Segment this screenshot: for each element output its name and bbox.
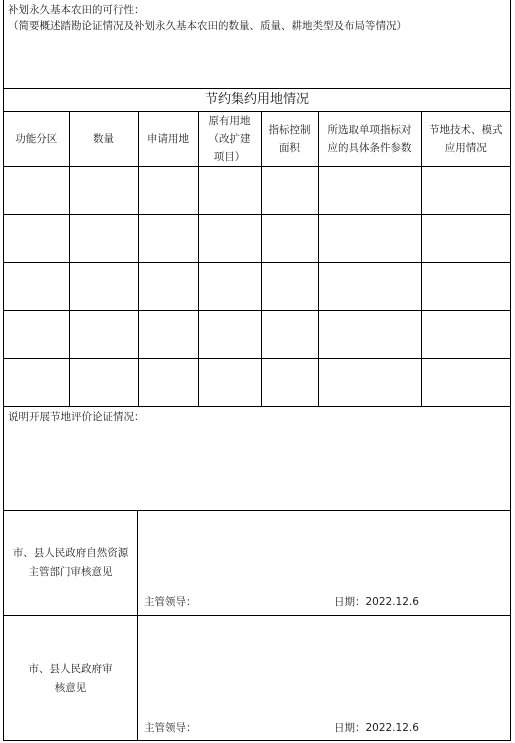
table-cell[interactable]: [421, 359, 510, 407]
table-cell[interactable]: [318, 359, 421, 407]
table-cell[interactable]: [198, 359, 261, 407]
land-use-table: [4, 112, 510, 407]
table-cell[interactable]: [69, 215, 138, 263]
table-cell[interactable]: [261, 167, 318, 215]
table-cell[interactable]: [261, 263, 318, 311]
table-cell[interactable]: [4, 215, 69, 263]
table-cell[interactable]: [4, 263, 69, 311]
header-condition-params: [318, 112, 421, 167]
header-indicator-area-text: 指标控制面积: [268, 124, 311, 154]
table-cell[interactable]: [261, 311, 318, 359]
header-functional-zone: 功能分区: [4, 112, 69, 167]
table-cell[interactable]: [4, 359, 69, 407]
header-technique-application-text: 节地技术、模式应用情况: [429, 124, 503, 154]
table-cell[interactable]: [198, 263, 261, 311]
table-cell[interactable]: [4, 311, 69, 359]
government-signer-label: 主管领导：: [144, 722, 197, 734]
resources-dept-review-section: [4, 511, 510, 616]
table-cell[interactable]: [138, 215, 198, 263]
header-indicator-area: [261, 112, 318, 167]
table-cell[interactable]: [4, 167, 69, 215]
table-row: [4, 263, 510, 311]
table-cell[interactable]: [138, 311, 198, 359]
table-row: [4, 215, 510, 263]
resources-dept-date: 日期：2022.12.6: [334, 596, 419, 608]
table-cell[interactable]: [198, 167, 261, 215]
table-cell[interactable]: [261, 359, 318, 407]
resources-dept-review-label: [4, 511, 138, 615]
feasibility-note: （简要概述踏勘论证情况及补划永久基本农田的数量、质量、耕地类型及布局等情况）: [8, 20, 407, 32]
feasibility-section: [4, 0, 510, 89]
table-row: [4, 359, 510, 407]
table-cell[interactable]: [138, 263, 198, 311]
table-row: [4, 167, 510, 215]
table-cell[interactable]: [318, 263, 421, 311]
table-cell[interactable]: [69, 359, 138, 407]
table-cell[interactable]: [69, 263, 138, 311]
feasibility-title: 补划永久基本农田的可行性：: [8, 4, 145, 16]
table-cell[interactable]: [69, 311, 138, 359]
evaluation-label: 说明开展节地评价论证情况：: [8, 411, 145, 423]
table-row: [4, 311, 510, 359]
government-review-label: [4, 616, 138, 741]
evaluation-section: [4, 407, 510, 511]
table-cell[interactable]: [421, 215, 510, 263]
government-review-section: [4, 616, 510, 741]
table-cell[interactable]: [261, 215, 318, 263]
government-review-label-text: 市、县人民政府审核意见: [28, 662, 113, 694]
table-cell[interactable]: [198, 215, 261, 263]
table-cell[interactable]: [318, 215, 421, 263]
land-use-form: [3, 0, 511, 741]
table-cell[interactable]: [198, 311, 261, 359]
table-header-row: [4, 112, 510, 167]
table-cell[interactable]: [421, 263, 510, 311]
land-section-title: 节约集约用地情况: [4, 89, 510, 112]
resources-dept-review-label-text: 市、县人民政府自然资源主管部门审核意见: [12, 547, 129, 578]
header-condition-params-text: 所选取单项指标对应的具体条件参数: [327, 124, 412, 154]
header-quantity: 数量: [69, 112, 138, 167]
table-cell[interactable]: [421, 167, 510, 215]
resources-dept-signer-label: 主管领导：: [144, 596, 197, 608]
header-existing-land-text: 原有用地（改扩建项目）: [208, 115, 251, 163]
table-cell[interactable]: [138, 359, 198, 407]
header-technique-application: [421, 112, 510, 167]
table-cell[interactable]: [318, 167, 421, 215]
table-cell[interactable]: [138, 167, 198, 215]
table-cell[interactable]: [69, 167, 138, 215]
header-existing-land: [198, 112, 261, 167]
government-date: 日期：2022.12.6: [334, 722, 419, 734]
table-cell[interactable]: [421, 311, 510, 359]
header-requested-land: 申请用地: [138, 112, 198, 167]
table-cell[interactable]: [318, 311, 421, 359]
